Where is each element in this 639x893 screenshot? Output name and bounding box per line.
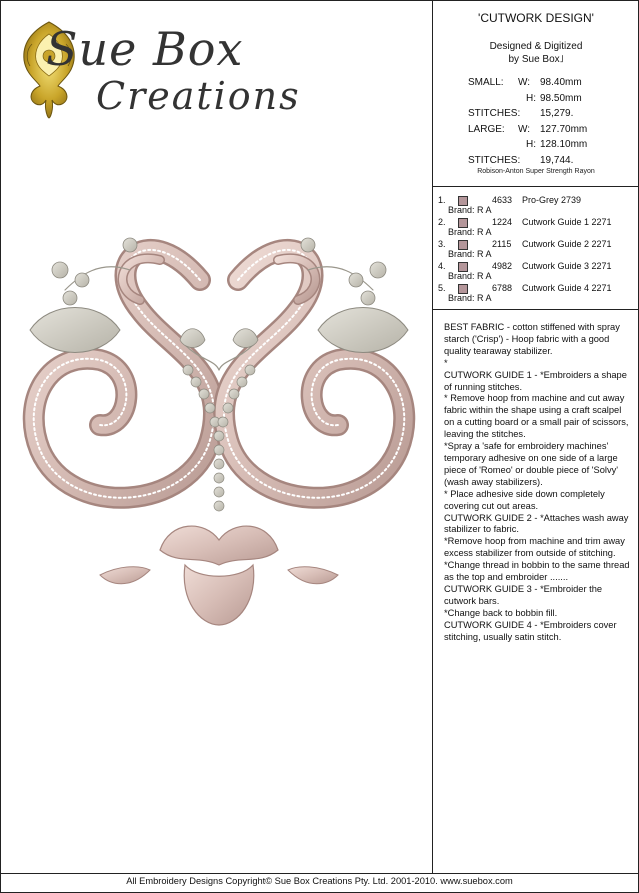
- large-height: 128.10mm: [540, 139, 588, 150]
- thread-number: 5.: [438, 283, 446, 293]
- thread-number: 4.: [438, 261, 446, 271]
- thread-row: [436, 239, 636, 261]
- thread-brand: Brand: R A: [448, 271, 492, 281]
- logo: [8, 8, 301, 118]
- design-specs: [468, 75, 587, 168]
- instruction-line: *Remove hoop from machine and trim away excess stabilizer from outside of stitching.: [444, 536, 625, 559]
- thread-code: 6788: [492, 283, 513, 293]
- thread-brand-note: Robison-Anton Super Strength Rayon: [477, 168, 595, 175]
- small-label: SMALL:: [468, 77, 504, 88]
- small-stitches-label: STITCHES:: [468, 108, 521, 119]
- thread-code: 2115: [492, 239, 512, 249]
- logo-text-line2: Creations: [96, 74, 301, 118]
- large-w-label: W:: [518, 123, 531, 135]
- thread-list: [436, 195, 636, 305]
- thread-code: 4982: [492, 261, 513, 271]
- thread-brand: Brand: R A: [448, 293, 492, 303]
- thread-number: 1.: [438, 195, 446, 205]
- instruction-line: CUTWORK GUIDE 4 - *Embroiders cover stitching, usually satin stitch.: [444, 619, 617, 642]
- small-height: 98.50mm: [540, 92, 582, 104]
- instruction-line: * Place adhesive side down completely covering cut out areas.: [444, 488, 605, 511]
- instruction-line: CUTWORK GUIDE 1 - *Embroiders a shape of running stitches.: [444, 369, 627, 392]
- footer-divider: [0, 873, 639, 874]
- large-label: LARGE:: [468, 123, 505, 135]
- small-h-label: H:: [526, 92, 536, 104]
- column-divider: [432, 0, 433, 873]
- designed-line2: by Sue Box˩: [508, 54, 564, 65]
- designed-line1: Designed & Digitized: [489, 41, 583, 52]
- thread-brand: Brand: R A: [448, 205, 492, 215]
- design-title: 'CUTWORK DESIGN': [478, 11, 594, 25]
- large-width: 127.70mm: [540, 123, 588, 135]
- thread-name: Cutwork Guide 4 2271: [522, 283, 612, 293]
- embroidery-design-image: [10, 220, 428, 650]
- instruction-line: CUTWORK GUIDE 2 - *Attaches wash away stabilizer to fabric.: [444, 512, 629, 535]
- copyright-footer: All Embroidery Designs Copyright© Sue Box Creations Pty. Ltd. 2001-2010. www.suebox.com: [126, 876, 513, 886]
- large-stitches: 19,744.: [540, 154, 574, 166]
- small-w-label: W:: [518, 77, 531, 88]
- small-stitches: 15,279.: [540, 108, 574, 119]
- instruction-line: *Change back to bobbin fill.: [444, 607, 558, 618]
- thread-brand: Brand: R A: [448, 227, 492, 237]
- designer-credit: [436, 40, 636, 66]
- thread-row: [436, 217, 636, 239]
- thread-row: [436, 195, 636, 217]
- instruction-line: BEST FABRIC - cotton stiffened with spray starch ('Crisp') - Hoop fabric with a good quality tearaway stabilizer.: [444, 322, 620, 356]
- specs-divider: [432, 186, 639, 187]
- threads-divider: [432, 309, 639, 310]
- thread-row: [436, 261, 636, 283]
- instruction-line: *Change thread in bobbin to the same thread as the top and embroider .......: [444, 560, 630, 583]
- large-h-label: H:: [526, 139, 536, 150]
- instruction-line: CUTWORK GUIDE 3 - *Embroider the cutwork bars.: [444, 583, 603, 606]
- thread-name: Cutwork Guide 1 2271: [522, 217, 612, 227]
- small-width: 98.40mm: [540, 77, 582, 88]
- thread-number: 2.: [438, 217, 446, 227]
- thread-number: 3.: [438, 239, 446, 249]
- thread-name: Cutwork Guide 3 2271: [522, 261, 612, 271]
- thread-code: 4633: [492, 195, 513, 205]
- instruction-line: * Remove hoop from machine and cut away fabric within the shape using a craft scalpel on a cutting board or a small pair of scissors, leaving the stitches.: [444, 393, 629, 440]
- logo-text-line1: Sue Box: [46, 22, 244, 76]
- instruction-line: *: [444, 357, 448, 368]
- thread-brand: Brand: R A: [448, 249, 492, 259]
- thread-name: Pro-Grey 2739: [522, 195, 582, 205]
- thread-row: [436, 283, 636, 305]
- large-stitches-label: STITCHES:: [468, 154, 521, 166]
- instructions: [444, 322, 632, 643]
- thread-name: Cutwork Guide 2 2271: [522, 239, 612, 249]
- thread-code: 1224: [492, 217, 513, 227]
- instruction-line: *Spray a 'safe for embroidery machines' temporary adhesive on one side of a large piece of 'Romeo' or double piece of 'Solvy' (wash away stabilizers).: [444, 441, 619, 487]
